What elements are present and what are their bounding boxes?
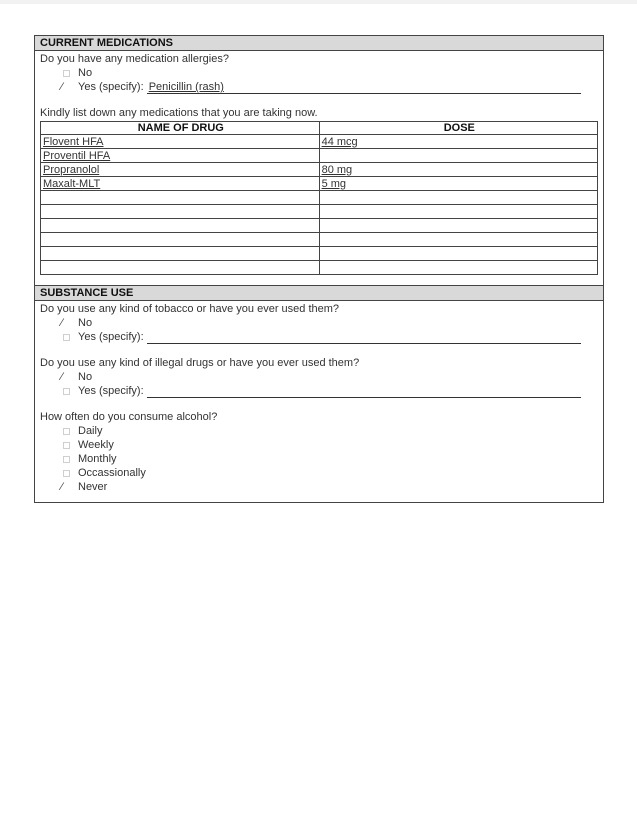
drug-name-cell[interactable] [41, 233, 320, 247]
dose-cell[interactable] [319, 149, 597, 163]
tobacco-question: Do you use any kind of tobacco or have you ever used them? [40, 303, 340, 315]
allergy-specify-value: Penicillin (rash) [148, 81, 224, 93]
drugs-question: Do you use any kind of illegal drugs or have you ever used them? [40, 357, 360, 369]
tobacco-specify-field[interactable] [147, 330, 581, 344]
spacer [40, 344, 598, 356]
table-row [41, 177, 598, 191]
current-medications-body [35, 51, 603, 285]
option-label: No [78, 67, 93, 79]
drug-name-value: Maxalt-MLT [43, 177, 101, 190]
medications-table-body [41, 135, 598, 275]
substance-use-body [35, 301, 603, 502]
spacer [40, 398, 598, 410]
table-row [41, 191, 598, 205]
alcohol-option-weekly[interactable] [40, 438, 598, 452]
drug-name-cell[interactable] [41, 247, 320, 261]
alcohol-option-never[interactable] [40, 480, 598, 494]
option-label: Monthly [78, 453, 117, 465]
option-label: No [78, 371, 93, 383]
dose-cell[interactable] [319, 233, 597, 247]
option-label: No [78, 317, 93, 329]
substance-use-section [34, 286, 604, 503]
allergy-specify-field[interactable] [147, 80, 581, 94]
drug-name-cell[interactable] [41, 261, 320, 275]
drugs-option-yes[interactable] [40, 384, 598, 398]
table-row [41, 205, 598, 219]
dose-cell[interactable] [319, 163, 597, 177]
drug-name-cell[interactable] [41, 205, 320, 219]
table-row [41, 135, 598, 149]
allergy-option-yes[interactable] [40, 80, 598, 94]
dose-cell[interactable] [319, 247, 597, 261]
tobacco-option-yes[interactable] [40, 330, 598, 344]
alcohol-option-occasionally[interactable] [40, 466, 598, 480]
drug-name-value: Flovent HFA [43, 135, 104, 148]
alcohol-option-monthly[interactable] [40, 452, 598, 466]
option-label: Daily [78, 425, 103, 437]
option-label: Yes (specify): [78, 385, 144, 397]
option-label: Weekly [78, 439, 114, 451]
table-row [41, 233, 598, 247]
drug-name-cell[interactable] [41, 219, 320, 233]
dose-value: 5 mg [321, 177, 347, 190]
table-row [41, 219, 598, 233]
option-label: Never [78, 481, 108, 493]
dose-cell[interactable] [319, 177, 597, 191]
dose-cell[interactable] [319, 191, 597, 205]
drug-name-cell[interactable] [41, 135, 320, 149]
drug-name-cell[interactable] [41, 149, 320, 163]
tobacco-option-no[interactable] [40, 316, 598, 330]
current-medications-header: CURRENT MEDICATIONS [35, 36, 603, 51]
dose-value: 44 mcg [321, 135, 358, 148]
medication-list-prompt: Kindly list down any medications that you are taking now. [40, 107, 318, 119]
drugs-specify-field[interactable] [147, 384, 581, 398]
dose-cell[interactable] [319, 135, 597, 149]
drugs-option-no[interactable] [40, 370, 598, 384]
option-label: Yes (specify): [78, 81, 144, 93]
column-header-dose: DOSE [319, 122, 597, 135]
substance-use-header: SUBSTANCE USE [35, 286, 603, 301]
drug-name-value: Propranolol [43, 163, 100, 176]
column-header-drug: NAME OF DRUG [41, 122, 320, 135]
table-header-row [41, 122, 598, 135]
current-medications-section [34, 35, 604, 286]
table-row [41, 149, 598, 163]
drug-name-cell[interactable] [41, 191, 320, 205]
option-label: Yes (specify): [78, 331, 144, 343]
page-top-edge [0, 0, 637, 4]
patient-form [34, 35, 604, 503]
allergy-option-no[interactable] [40, 66, 598, 80]
table-row [41, 261, 598, 275]
option-label: Occassionally [78, 467, 146, 479]
dose-cell[interactable] [319, 205, 597, 219]
drug-name-cell[interactable] [41, 163, 320, 177]
dose-cell[interactable] [319, 219, 597, 233]
dose-value: 80 mg [321, 163, 353, 176]
alcohol-question: How often do you consume alcohol? [40, 411, 218, 423]
medications-table [40, 121, 598, 275]
drug-name-value: Proventil HFA [43, 149, 111, 162]
table-row [41, 163, 598, 177]
spacer [40, 94, 598, 106]
alcohol-option-daily[interactable] [40, 424, 598, 438]
drug-name-cell[interactable] [41, 177, 320, 191]
dose-cell[interactable] [319, 261, 597, 275]
allergy-question: Do you have any medication allergies? [40, 53, 229, 65]
table-row [41, 247, 598, 261]
